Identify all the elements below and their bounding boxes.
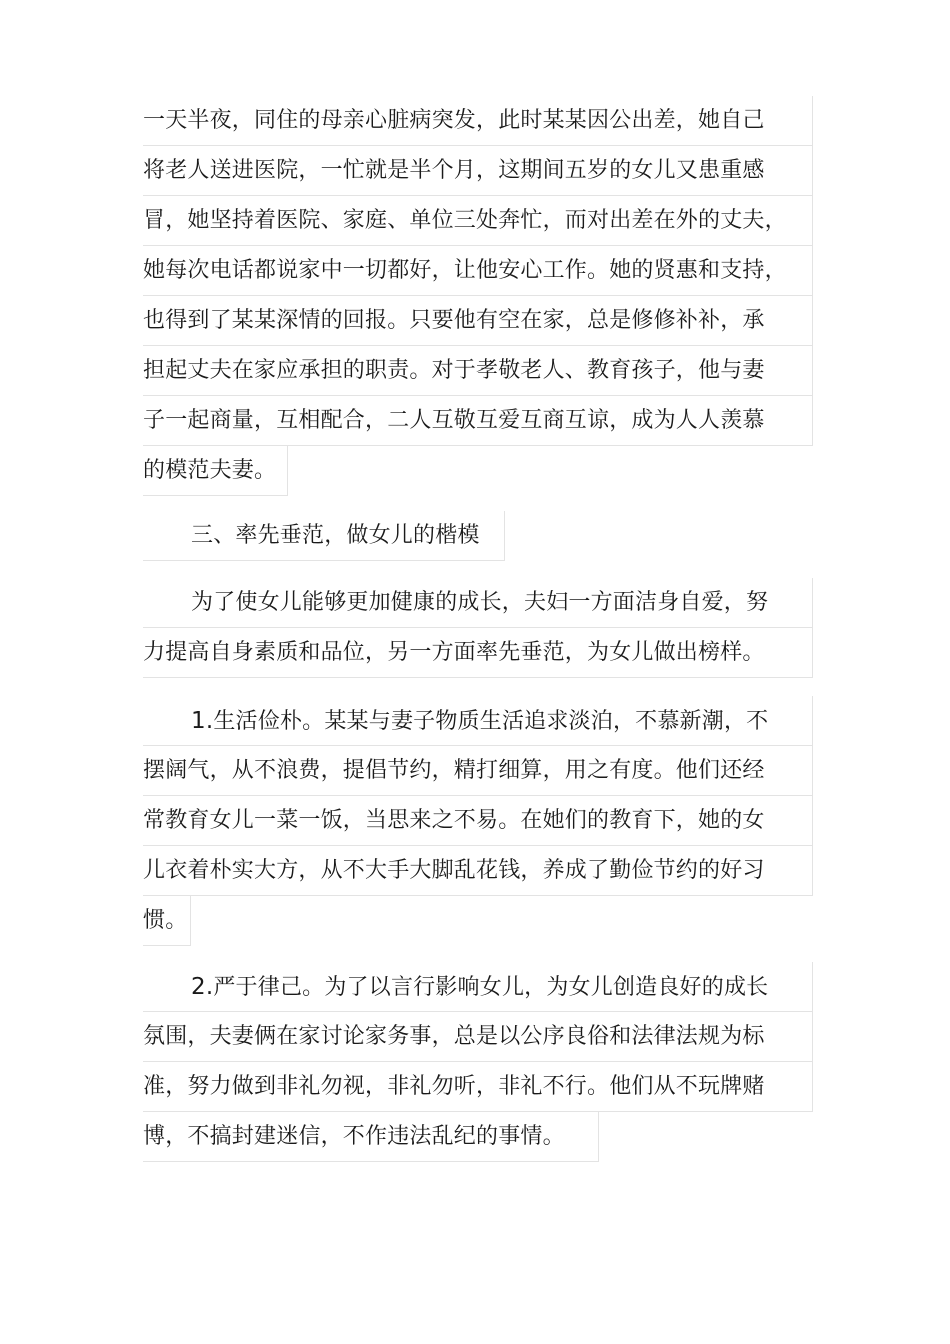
paragraph-item-2 bbox=[143, 962, 813, 1162]
item-number: 2. bbox=[191, 974, 214, 1000]
paragraph-continuation bbox=[143, 96, 813, 496]
item-text: 生活俭朴。某某与妻子物质生活追求淡泊，不慕新潮，不 bbox=[213, 709, 769, 734]
text-line: 将老人送进医院，一忙就是半个月，这期间五岁的女儿又患重感 bbox=[143, 146, 813, 196]
text-line: 博，不搞封建迷信，不作违法乱纪的事情。 bbox=[143, 1112, 599, 1162]
text-line: 一天半夜，同住的母亲心脏病突发，此时某某因公出差，她自己 bbox=[143, 96, 813, 146]
text-line: 惯。 bbox=[143, 896, 191, 946]
text-line: 力提高自身素质和品位，另一方面率先垂范，为女儿做出榜样。 bbox=[143, 628, 813, 678]
heading-text: 三、率先垂范，做女儿的楷模 bbox=[143, 511, 505, 561]
text-line: 的模范夫妻。 bbox=[143, 446, 288, 496]
text-line: 常教育女儿一菜一饭，当思来之不易。在她们的教育下，她的女 bbox=[143, 796, 813, 846]
text-line: 也得到了某某深情的回报。只要他有空在家，总是修修补补，承 bbox=[143, 296, 813, 346]
text-line: 为了使女儿能够更加健康的成长，夫妇一方面洁身自爱，努 bbox=[143, 578, 813, 628]
text-line: 她每次电话都说家中一切都好，让他安心工作。她的贤惠和支持， bbox=[143, 246, 813, 296]
text-line: 担起丈夫在家应承担的职责。对于孝敬老人、教育孩子，他与妻 bbox=[143, 346, 813, 396]
item-number: 1. bbox=[191, 708, 214, 734]
text-line: 准，努力做到非礼勿视，非礼勿听，非礼不行。他们从不玩牌赌 bbox=[143, 1062, 813, 1112]
paragraph-intro bbox=[143, 578, 813, 678]
text-line: 儿衣着朴实大方，从不大手大脚乱花钱，养成了勤俭节约的好习 bbox=[143, 846, 813, 896]
text-line: 子一起商量，互相配合，二人互敬互爱互商互谅，成为人人羡慕 bbox=[143, 396, 813, 446]
text-line bbox=[143, 696, 813, 746]
text-line: 冒，她坚持着医院、家庭、单位三处奔忙，而对出差在外的丈夫， bbox=[143, 196, 813, 246]
paragraph-item-1 bbox=[143, 696, 813, 946]
text-line bbox=[143, 962, 813, 1012]
item-text: 严于律己。为了以言行影响女儿，为女儿创造良好的成长 bbox=[213, 975, 769, 1000]
text-line: 摆阔气，从不浪费，提倡节约，精打细算，用之有度。他们还经 bbox=[143, 746, 813, 796]
section-heading bbox=[143, 511, 505, 561]
text-line: 氛围，夫妻俩在家讨论家务事，总是以公序良俗和法律法规为标 bbox=[143, 1012, 813, 1062]
